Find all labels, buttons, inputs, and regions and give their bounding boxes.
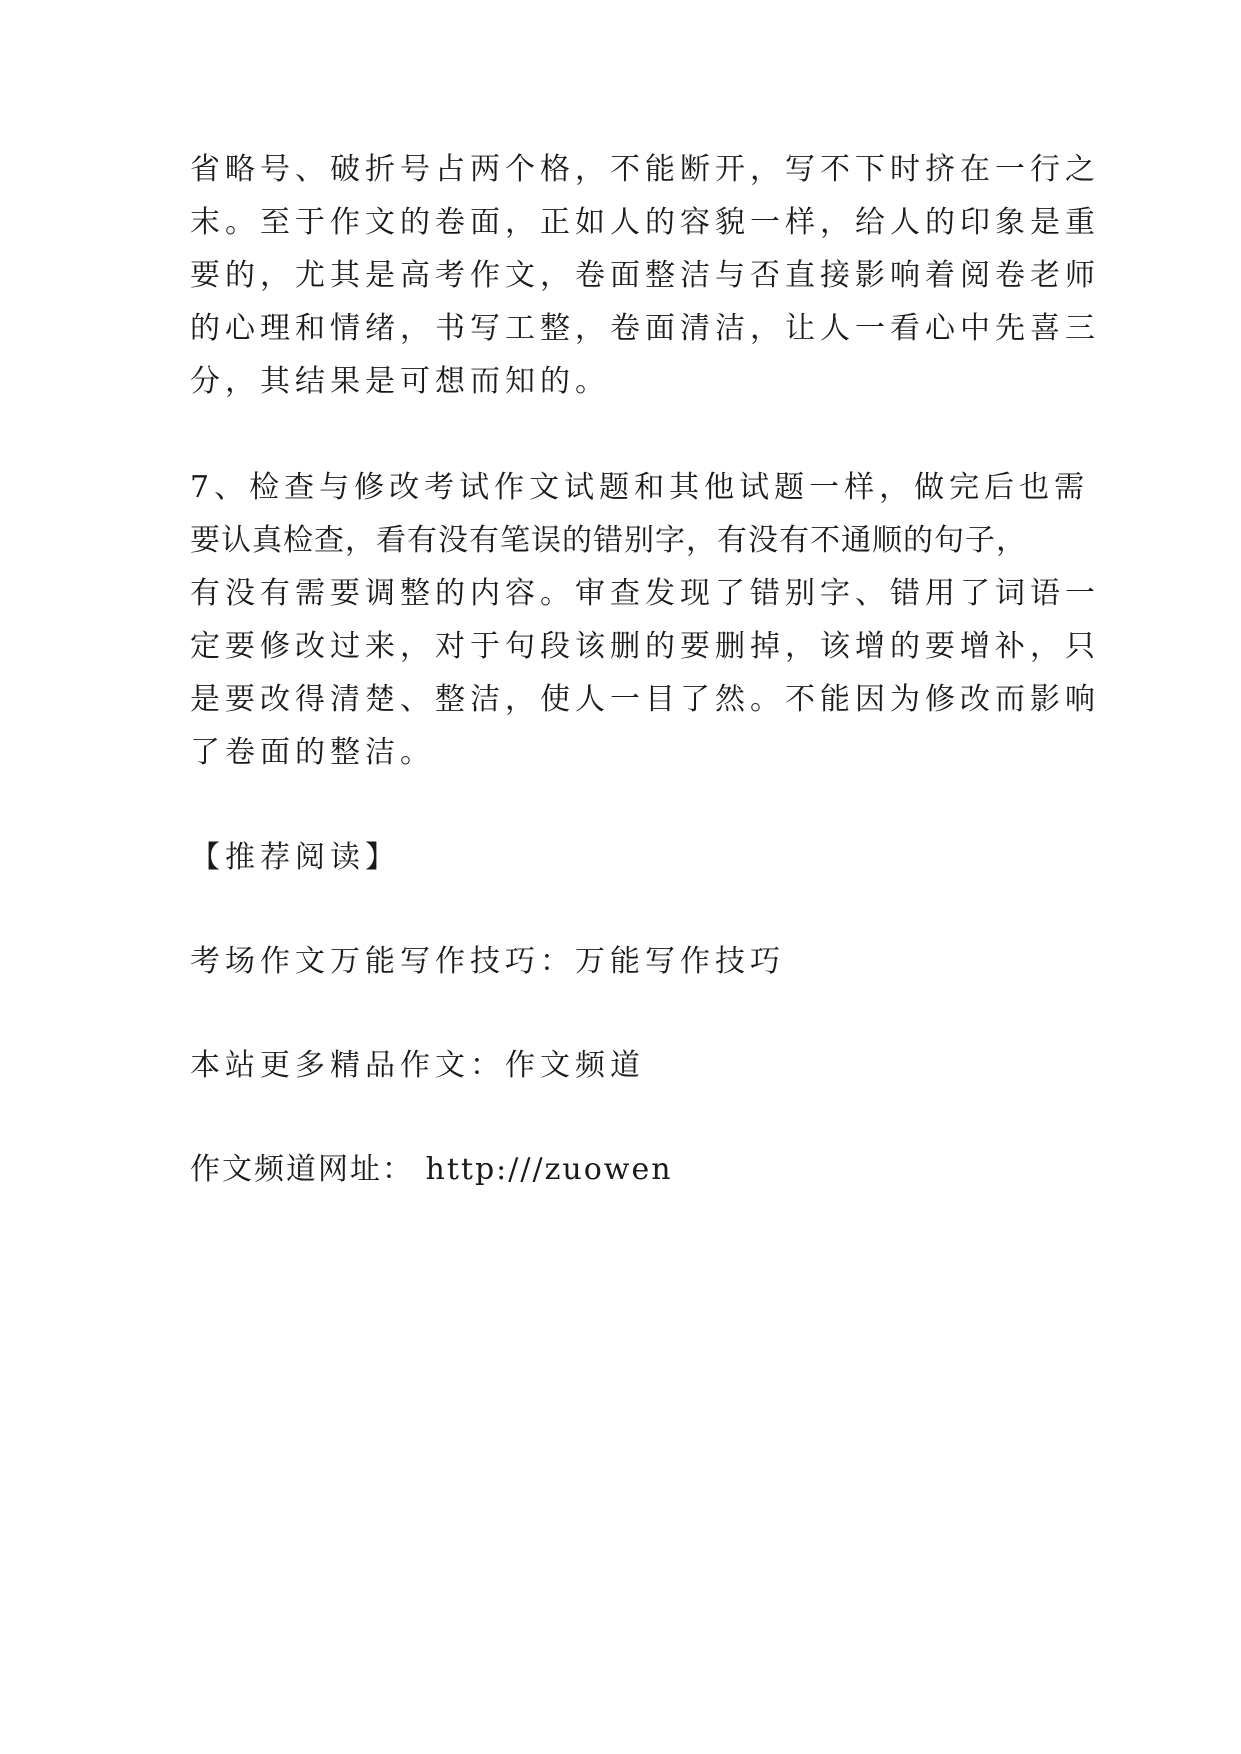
paragraph-line: 的心理和情绪，书写工整，卷面清洁，让人一看心中先喜三 xyxy=(190,311,1100,346)
paragraph-line: 是要改得清楚、整洁，使人一目了然。不能因为修改而影响 xyxy=(190,682,1100,717)
paragraph-line: 了卷面的整洁。 xyxy=(190,735,435,770)
recommended-link-writing-tips[interactable]: 考场作文万能写作技巧：万能写作技巧 xyxy=(190,944,785,979)
paragraph-line: 分，其结果是可想而知的。 xyxy=(190,364,610,399)
recommended-heading: 【推荐阅读】 xyxy=(190,840,400,875)
recommended-link-channel-url[interactable]: 作文频道网址： http:///zuowen xyxy=(190,1152,673,1187)
paragraph-line: 定要修改过来，对于句段该删的要删掉，该增的要增补，只 xyxy=(190,629,1100,664)
paragraph-line: 末。至于作文的卷面，正如人的容貌一样，给人的印象是重 xyxy=(190,205,1100,240)
paragraph-line: 省略号、破折号占两个格，不能断开，写不下时挤在一行之 xyxy=(190,152,1100,187)
recommended-link-more-essays[interactable]: 本站更多精品作文：作文频道 xyxy=(190,1048,645,1083)
paragraph-line: 7、检查与修改考试作文试题和其他试题一样，做完后也需 xyxy=(190,470,1090,505)
paragraph-line: 有没有需要调整的内容。审查发现了错别字、错用了词语一 xyxy=(190,576,1100,611)
paragraph-line: 要认真检查，看有没有笔误的错别字，有没有不通顺的句子， xyxy=(190,523,1027,558)
paragraph-line: 要的，尤其是高考作文，卷面整洁与否直接影响着阅卷老师 xyxy=(190,258,1100,293)
